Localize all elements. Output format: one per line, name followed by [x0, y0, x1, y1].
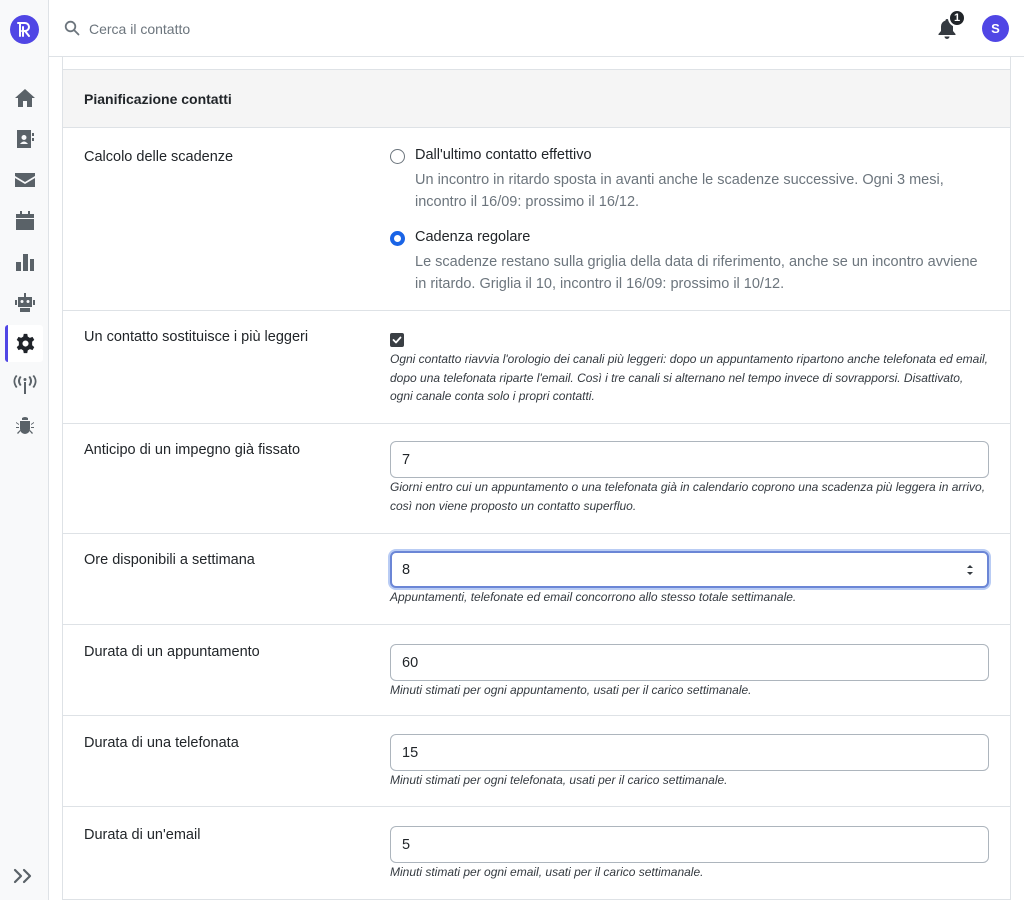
settings-card [62, 57, 1011, 900]
deadline-calc-row [63, 128, 1010, 311]
double-chevron-right-icon [13, 868, 35, 884]
call-duration-input-value: 15 [402, 744, 419, 761]
notification-count-badge: 1 [948, 9, 966, 27]
radio-last-contact[interactable] [390, 149, 405, 164]
bar-chart-icon [15, 252, 35, 272]
gear-icon [15, 333, 36, 354]
radio-option-regular-cadence [390, 229, 989, 295]
sidebar-item-calendar[interactable] [6, 202, 43, 239]
email-duration-row [63, 807, 1010, 900]
section-title: Pianificazione contatti [84, 91, 232, 107]
weekly-hours-help: Appuntamenti, telefonate ed email concorrono allo stesso totale settimanale. [390, 590, 797, 604]
number-spinner-icon[interactable] [965, 562, 975, 578]
deadline-calc-label: Calcolo delle scadenze [84, 149, 234, 165]
radio-regular-cadence[interactable] [390, 231, 405, 246]
sidebar-item-messages[interactable] [6, 161, 43, 198]
email-duration-input[interactable] [390, 826, 989, 863]
email-duration-input-value: 5 [402, 836, 411, 853]
appointment-duration-label: Durata di un appuntamento [84, 644, 260, 660]
user-avatar[interactable]: S [982, 15, 1009, 42]
radio-option-last-contact [390, 147, 989, 213]
weekly-hours-input[interactable] [390, 551, 989, 588]
app-logo[interactable] [10, 15, 39, 44]
email-duration-help: Minuti stimati per ogni email, usati per il carico settimanale. [390, 865, 704, 879]
replace-lighter-label: Un contatto sostituisce i più leggeri [84, 329, 309, 345]
contact-book-icon [15, 129, 35, 149]
advance-input[interactable] [390, 441, 989, 478]
sidebar-item-automation[interactable] [6, 284, 43, 321]
sidebar-item-settings[interactable] [5, 325, 43, 362]
sidebar [0, 0, 49, 900]
appointment-duration-row [63, 625, 1010, 716]
appointment-duration-input[interactable] [390, 644, 989, 681]
replace-lighter-row [63, 311, 1010, 424]
weekly-hours-row [63, 534, 1010, 625]
replace-lighter-checkbox[interactable] [390, 333, 404, 347]
advance-row [63, 424, 1010, 534]
email-duration-label: Durata di un'email [84, 827, 201, 843]
radio-last-contact-label[interactable]: Dall'ultimo contatto effettivo [415, 147, 592, 163]
appointment-duration-help: Minuti stimati per ogni appuntamento, usati per il carico settimanale. [390, 683, 752, 697]
call-duration-input[interactable] [390, 734, 989, 771]
top-bar [49, 0, 1024, 57]
deadline-calc-options [390, 147, 989, 295]
call-duration-label: Durata di una telefonata [84, 735, 239, 751]
weekly-hours-label: Ore disponibili a settimana [84, 552, 255, 568]
logo-mark-icon [16, 21, 33, 38]
expand-sidebar-button[interactable] [12, 864, 36, 888]
robot-icon [14, 293, 36, 313]
radio-last-contact-help: Un incontro in ritardo sposta in avanti anche le scadenze successive. Ogni 3 mesi, incontro il 16/09: prossimo il 16/12. [415, 172, 944, 210]
sidebar-item-debug[interactable] [6, 407, 43, 444]
sidebar-item-home[interactable] [6, 79, 43, 116]
checkmark-icon [392, 335, 402, 345]
card-top-strip [63, 57, 1010, 70]
replace-lighter-help: Ogni contatto riavvia l'orologio dei canali più leggeri: dopo un appuntamento ripartono anche telefonata ed email, dopo una telefonata riparte l'email. Così i tre canali si alternano nel tempo invece di sovrapporsi. Disattivato, ogni canale conta solo i propri contatti. [390, 352, 989, 403]
appointment-duration-input-value: 60 [402, 654, 419, 671]
call-duration-help: Minuti stimati per ogni telefonata, usati per il carico settimanale. [390, 773, 728, 787]
search-icon [64, 20, 80, 36]
sidebar-item-reports[interactable] [6, 243, 43, 280]
bug-icon [15, 416, 35, 436]
sidebar-item-broadcast[interactable] [6, 366, 43, 403]
antenna-icon [13, 375, 37, 395]
calendar-icon [15, 211, 35, 231]
home-icon [14, 88, 36, 108]
advance-help: Giorni entro cui un appuntamento o una telefonata già in calendario coprono una scadenza più leggera in arrivo, così non viene proposto un contatto superfluo. [390, 480, 986, 513]
search-input[interactable] [89, 16, 489, 42]
card-header [63, 70, 1010, 128]
envelope-icon [14, 171, 36, 189]
weekly-hours-input-value: 8 [402, 561, 411, 578]
advance-label: Anticipo di un impegno già fissato [84, 442, 301, 458]
advance-input-value: 7 [402, 451, 411, 468]
call-duration-row [63, 716, 1010, 807]
sidebar-item-contacts[interactable] [6, 120, 43, 157]
radio-regular-cadence-help: Le scadenze restano sulla griglia della data di riferimento, anche se un incontro avviene in ritardo. Griglia il 10, incontro il 16/09: prossimo il 10/12. [415, 254, 978, 292]
radio-regular-cadence-label[interactable]: Cadenza regolare [415, 229, 531, 245]
